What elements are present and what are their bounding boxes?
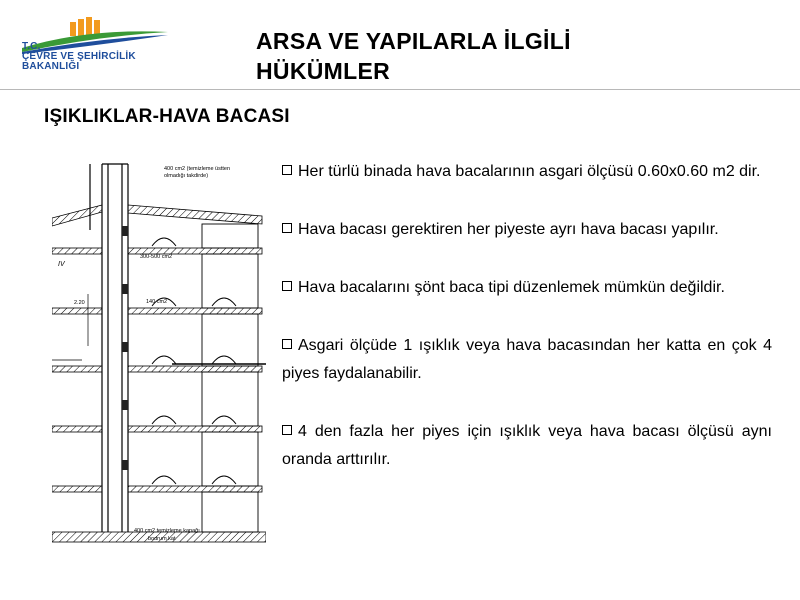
label-bottom-2: bodrum kat: [148, 536, 176, 542]
ministry-name: [22, 42, 136, 72]
list-item: Hava bacası gerektiren her piyeste ayrı hava bacası yapılır.: [282, 216, 772, 244]
label-dimension: 2.20: [74, 300, 85, 306]
checkbox-bullet-icon: [282, 339, 292, 349]
checkbox-bullet-icon: [282, 223, 292, 233]
label-mid-1: 300-500 cm2: [140, 254, 173, 260]
header-divider: [0, 89, 800, 90]
checkbox-bullet-icon: [282, 165, 292, 175]
section-subtitle: IŞIKLIKLAR-HAVA BACASI: [44, 106, 290, 127]
list-item: Hava bacalarını şönt baca tipi düzenlemek mümkün değildir.: [282, 274, 772, 302]
checkbox-bullet-icon: [282, 281, 292, 291]
label-floor: IV: [58, 261, 65, 268]
label-top: 400 cm2 (temizleme üstten: [164, 166, 231, 172]
list-item: Her türlü binada hava bacalarının asgari ölçüsü 0.60x0.60 m2 dir.: [282, 158, 772, 186]
list-item: 4 den fazla her piyes için ışıklık veya hava bacası ölçüsü aynı oranda arttırılır.: [282, 423, 772, 468]
label-top-2: olmadığı takdirde): [164, 173, 209, 179]
rules-list: [282, 158, 772, 504]
logo-line-1: T.C.: [22, 41, 41, 52]
title-line-1: ARSA VE YAPILARLA İLGİLİ: [256, 28, 571, 54]
page-title: [256, 26, 776, 86]
logo-line-2: ÇEVRE VE ŞEHİRCİLİK: [22, 51, 136, 62]
list-item: Asgari ölçüde 1 ışıklık veya hava bacasından her katta en çok 4 piyes faydalanabilir.: [282, 337, 772, 382]
label-mid-2: 140 cm2: [146, 299, 168, 305]
air-shaft-section-drawing: [52, 160, 266, 558]
logo-line-3: BAKANLIĞI: [22, 61, 80, 72]
label-bottom-1: 400 cm2 temizleme kapağı: [134, 528, 200, 534]
checkbox-bullet-icon: [282, 425, 292, 435]
title-line-2: HÜKÜMLER: [256, 58, 390, 84]
